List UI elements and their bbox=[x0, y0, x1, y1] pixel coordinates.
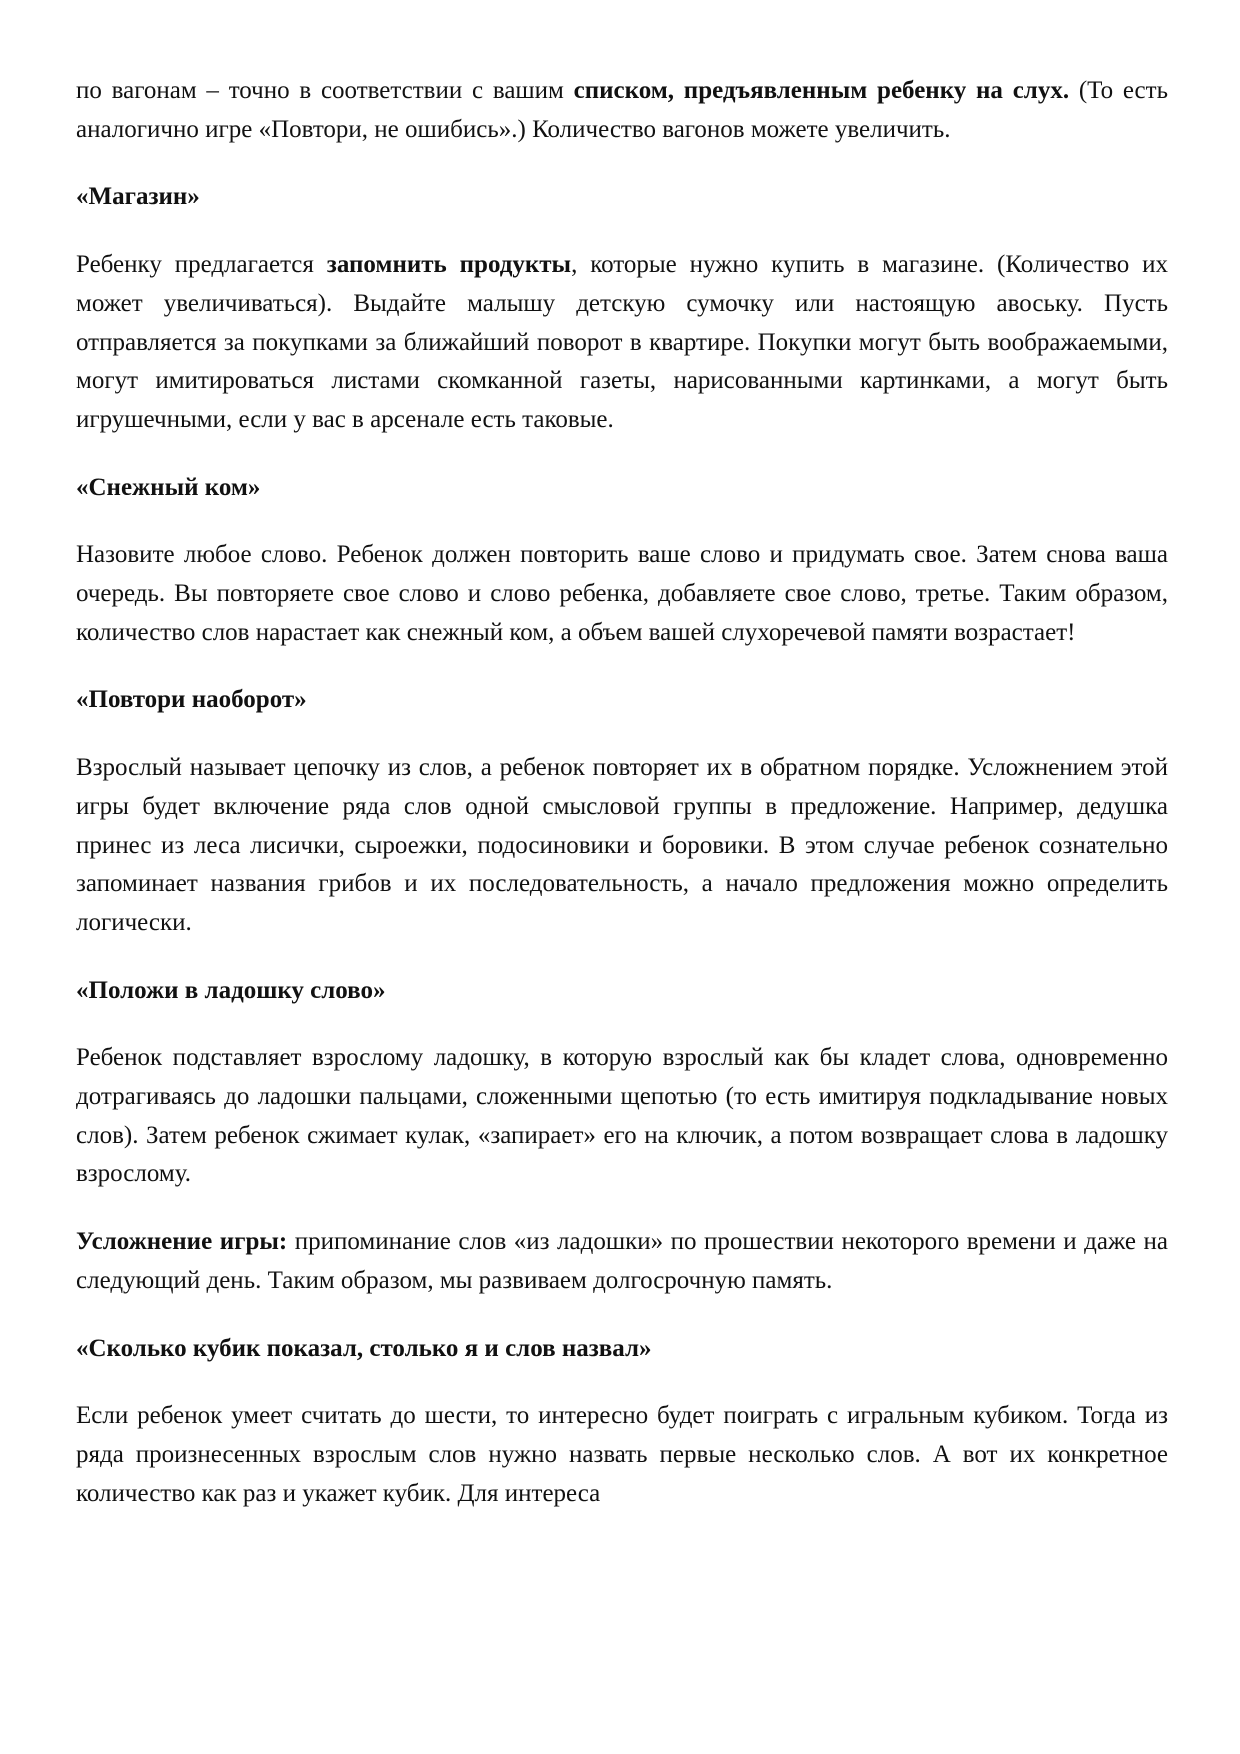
document-page bbox=[76, 72, 1168, 1513]
palm-complication-paragraph bbox=[76, 1223, 1168, 1300]
dice-paragraph: Если ребенок умеет считать до шести, то интересно будет поиграть с игральным кубиком. Тогда из ряда произнесенных взрослым слов нужно назвать первые несколько слов. А вот их конкретное количество как раз и укажет кубик. Для интереса bbox=[76, 1402, 1168, 1507]
palm-complication-label: Усложнение игры: bbox=[76, 1228, 288, 1256]
intro-text-2: (То есть аналогично игре «Повтори, не ошибись».) Количество вагонов можете увеличить. bbox=[76, 77, 1168, 143]
heading-shop: «Магазин» bbox=[76, 183, 200, 211]
heading-snowball: «Снежный ком» bbox=[76, 473, 261, 501]
heading-reverse: «Повтори наоборот» bbox=[76, 686, 307, 714]
snowball-paragraph: Назовите любое слово. Ребенок должен повторить ваше слово и придумать свое. Затем снова ваша очередь. Вы повторяете свое слово и слово ребенка, добавляете свое слово, третье. Таким образом, количество слов нарастает как снежный ком, а объем вашей слухоречевой памяти возрастает! bbox=[76, 541, 1168, 646]
shop-text-2: , которые нужно купить в магазине. (Количество их может увеличиваться). Выдайте малышу детскую сумочку или настоящую авоську. Пусть отправляется за покупками за ближайший поворот в квартире. Покупки могут быть воображаемыми, могут имитироваться листами скомканной газеты, нарисованными картинками, а могут быть игрушечными, если у вас в арсенале есть таковые. bbox=[76, 251, 1168, 433]
heading-palm: «Положи в ладошку слово» bbox=[76, 976, 386, 1004]
palm-complication-text: припоминание слов «из ладошки» по прошествии некоторого времени и даже на следующий день. Таким образом, мы развиваем долгосрочную память. bbox=[76, 1228, 1169, 1294]
intro-text-1: по вагонам – точно в соответствии с вашим bbox=[76, 77, 574, 104]
reverse-paragraph: Взрослый называет цепочку из слов, а ребенок повторяет их в обратном порядке. Усложнением этой игры будет включение ряда слов одной смысловой группы в предложение. Например, дедушка принес из леса лисички, сыроежки, подосиновики и боровики. В этом случае ребенок сознательно запоминает названия грибов и их последовательность, а начало предложения можно определить логически. bbox=[76, 754, 1168, 936]
shop-paragraph bbox=[76, 246, 1168, 440]
heading-dice: «Сколько кубик показал, столько я и слов назвал» bbox=[76, 1334, 652, 1362]
intro-paragraph bbox=[76, 72, 1168, 149]
intro-bold-1: списком, предъявленным ребенку на слух. bbox=[573, 77, 1070, 104]
shop-text-1: Ребенку предлагается bbox=[76, 251, 327, 279]
shop-bold-1: запомнить продукты bbox=[326, 251, 572, 279]
palm-paragraph: Ребенок подставляет взрослому ладошку, в которую взрослый как бы кладет слова, одновременно дотрагиваясь до ладошки пальцами, сложенными щепотью (то есть имитируя подкладывание новых слов). Затем ребенок сжимает кулак, «запирает» его на ключик, а потом возвращает слова в ладошку взрослому. bbox=[76, 1044, 1168, 1188]
